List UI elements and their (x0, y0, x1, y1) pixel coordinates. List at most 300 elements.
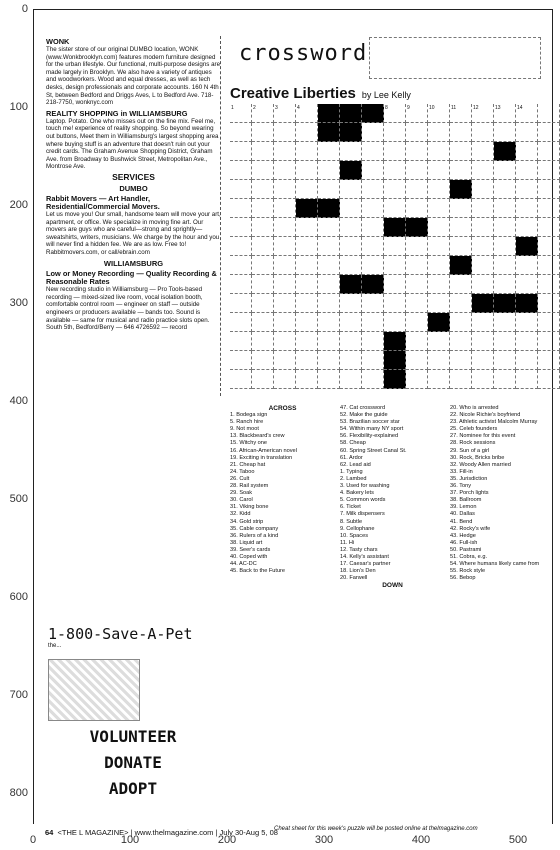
across-heading: ACROSS (268, 405, 297, 412)
clue: 5. Ranch hire (230, 419, 264, 426)
grid-cell[interactable] (472, 180, 494, 199)
grid-cell[interactable] (384, 199, 406, 218)
clue: 40. Dallas (450, 511, 475, 518)
grid-cell[interactable] (296, 294, 318, 313)
grid-cell[interactable] (494, 123, 516, 142)
clue: 35. Cable company (230, 525, 279, 532)
clue: 37. Porch lights (450, 490, 489, 497)
grid-cell[interactable] (384, 123, 406, 142)
clue: 54. Within many NY sport (340, 426, 404, 433)
reality-text: Laptop. Potato. One who misses out on the fine mix. Feel me, touch me! experience of reality shopping. So beyond wearing out buttons, Meet them in Williamsburg's largest shopping area where buying stuff is an adventure that doesn't ruin out your credit cards. The Graham Avenue Shopping District, Graham Ave. from Broadway to Bushwick Street, Metropolitan Ave., Montrose Ave. (46, 117, 219, 171)
grid-cell[interactable] (406, 161, 428, 180)
grid-cell[interactable] (362, 313, 384, 332)
grid-cell[interactable] (274, 180, 296, 199)
grid-cell (384, 370, 406, 389)
grid-cell[interactable] (428, 237, 450, 256)
y-label: 600 (9, 591, 28, 603)
grid-cell[interactable] (494, 275, 516, 294)
grid-cell[interactable]: 9 (406, 104, 428, 123)
grid-cell[interactable] (296, 313, 318, 332)
grid-cell[interactable] (538, 104, 560, 123)
grid-cell[interactable] (538, 142, 560, 161)
clue: 40. Coped with (230, 553, 268, 560)
grid-cell[interactable]: 3 (274, 104, 296, 123)
grid-cell[interactable] (472, 370, 494, 389)
grid-cell[interactable] (252, 123, 274, 142)
grid-cell[interactable] (340, 313, 362, 332)
page-footer (45, 828, 278, 837)
clue: 54. Where humans likely came from (450, 561, 540, 568)
grid-cell[interactable] (516, 123, 538, 142)
across-down-list (340, 405, 445, 582)
byline: by Lee Kelly (361, 90, 411, 100)
grid-cell[interactable] (318, 275, 340, 294)
grid-cell[interactable] (406, 294, 428, 313)
grid-cell[interactable] (340, 180, 362, 199)
grid-cell[interactable] (274, 142, 296, 161)
grid-cell (516, 294, 538, 313)
grid-cell[interactable] (296, 237, 318, 256)
grid-cell[interactable] (384, 313, 406, 332)
grid-cell[interactable] (252, 370, 274, 389)
grid-cell[interactable] (340, 332, 362, 351)
adopt-ad (48, 605, 218, 799)
rabbit-heading: Rabbit Movers — Art Handler, Residential/Commercial Movers. (46, 194, 160, 212)
grid-cell[interactable] (252, 161, 274, 180)
grid-cell[interactable] (318, 351, 340, 370)
grid-cell (362, 275, 384, 294)
grid-cell[interactable] (428, 370, 450, 389)
grid-cell[interactable] (318, 294, 340, 313)
grid-cell[interactable] (538, 199, 560, 218)
grid-cell[interactable] (450, 237, 472, 256)
grid-cell (340, 161, 362, 180)
clue: 56. Bebop (450, 575, 476, 582)
rabbit-text: Let us move you! Our small, handsome team will move your art, apartment, or office. We specialize in moving fine art. Our movers are guys who are careful—strong and sprightly—sweatshirts, writers, musicians. We charge by the hour and you will never find a hidden fee. We are as low. Free to! Rabbitmovers.com, or call/ebrain.com (46, 211, 221, 257)
crossword-answer-box (369, 37, 541, 79)
grid-cell[interactable] (252, 199, 274, 218)
grid-cell[interactable] (274, 237, 296, 256)
grid-cell[interactable] (252, 180, 274, 199)
grid-cell[interactable] (296, 332, 318, 351)
clue: 15. Witchy one (230, 440, 267, 447)
grid-cell[interactable] (538, 275, 560, 294)
grid-cell[interactable] (384, 294, 406, 313)
grid-cell[interactable] (340, 142, 362, 161)
y-label: 700 (9, 689, 28, 701)
clue: 39. Seer's cards (230, 546, 271, 553)
clue: 33. Fill-in (450, 468, 473, 475)
clue: 29. Soak (230, 490, 253, 497)
grid-cell[interactable] (472, 237, 494, 256)
grid-cell[interactable] (538, 313, 560, 332)
clue: 1. Typing (340, 468, 363, 475)
clue: 32. Kidd (230, 511, 251, 518)
grid-cell[interactable] (340, 199, 362, 218)
grid-cell[interactable] (230, 294, 252, 313)
grid-cell[interactable] (538, 294, 560, 313)
x-label: 0 (29, 834, 37, 846)
y-label: 100 (9, 101, 28, 113)
grid-cell[interactable]: 14 (516, 104, 538, 123)
grid-cell (472, 294, 494, 313)
grid-cell[interactable] (494, 351, 516, 370)
clue: 62. Lead aid (340, 461, 371, 468)
grid-cell[interactable] (450, 199, 472, 218)
grid-cell[interactable] (340, 237, 362, 256)
clue: 52. Make the guide (340, 412, 388, 419)
grid-cell[interactable] (406, 275, 428, 294)
clue: 43. Hedge (450, 532, 476, 539)
clue: 30. Rock, Bricks bribe (450, 454, 505, 461)
grid-cell[interactable]: 13 (494, 104, 516, 123)
grid-cell[interactable] (406, 237, 428, 256)
magazine-page (33, 9, 553, 832)
grid-cell[interactable] (340, 370, 362, 389)
grid-cell[interactable] (362, 370, 384, 389)
money-heading: Low or Money Recording — Quality Recording & Reasonable Rates (46, 269, 217, 287)
grid-cell[interactable] (494, 237, 516, 256)
grid-cell[interactable] (538, 218, 560, 237)
clue: 13. Blackbeard's crew (230, 433, 285, 440)
grid-cell[interactable] (384, 180, 406, 199)
grid-cell[interactable] (274, 332, 296, 351)
grid-cell[interactable] (450, 294, 472, 313)
grid-cell[interactable] (494, 161, 516, 180)
grid-cell[interactable] (428, 294, 450, 313)
grid-cell[interactable]: 4 (296, 104, 318, 123)
grid-cell[interactable] (252, 256, 274, 275)
clue: 25. Celeb founders (450, 426, 498, 433)
grid-cell (318, 104, 340, 123)
clue: 44. AC-DC (230, 561, 257, 568)
grid-cell[interactable] (340, 256, 362, 275)
grid-cell[interactable] (230, 161, 252, 180)
grid-cell[interactable] (296, 180, 318, 199)
grid-cell[interactable] (230, 370, 252, 389)
grid-cell[interactable] (516, 313, 538, 332)
y-label: 500 (9, 493, 28, 505)
grid-cell[interactable] (472, 142, 494, 161)
grid-cell[interactable] (406, 123, 428, 142)
grid-cell[interactable] (538, 180, 560, 199)
clue: 46. Full-ish (450, 539, 478, 546)
grid-cell[interactable] (428, 180, 450, 199)
grid-cell[interactable] (296, 218, 318, 237)
grid-cell[interactable] (318, 142, 340, 161)
grid-cell[interactable] (362, 237, 384, 256)
clue: 11. Hi (340, 539, 355, 546)
grid-cell[interactable] (252, 218, 274, 237)
grid-cell[interactable] (318, 313, 340, 332)
grid-cell[interactable] (340, 351, 362, 370)
grid-cell[interactable] (428, 123, 450, 142)
grid-cell[interactable] (296, 370, 318, 389)
grid-cell[interactable] (428, 351, 450, 370)
grid-cell[interactable] (230, 351, 252, 370)
grid-cell[interactable] (230, 199, 252, 218)
grid-cell[interactable] (472, 313, 494, 332)
grid-cell[interactable] (428, 142, 450, 161)
grid-cell[interactable] (516, 351, 538, 370)
grid-cell[interactable] (230, 256, 252, 275)
grid-cell[interactable] (406, 142, 428, 161)
grid-cell[interactable] (406, 332, 428, 351)
grid-cell[interactable] (318, 237, 340, 256)
grid-cell[interactable] (450, 351, 472, 370)
clue: 60. Spring Street Canal St. (340, 447, 407, 454)
grid-cell[interactable]: 10 (428, 104, 450, 123)
grid-cell[interactable] (318, 161, 340, 180)
clue: 4. Bakery lets (340, 490, 374, 497)
grid-cell[interactable] (230, 123, 252, 142)
donate-text: DONATE (104, 753, 162, 772)
wonk-heading: WONK (46, 37, 70, 46)
crossword-title: crossword (239, 41, 368, 66)
grid-cell[interactable] (428, 218, 450, 237)
grid-cell[interactable] (450, 332, 472, 351)
grid-cell[interactable] (538, 237, 560, 256)
grid-cell[interactable] (318, 218, 340, 237)
grid-cell[interactable] (362, 351, 384, 370)
grid-cell[interactable] (472, 256, 494, 275)
grid-cell[interactable]: 2 (252, 104, 274, 123)
grid-cell[interactable] (296, 256, 318, 275)
grid-cell[interactable] (516, 332, 538, 351)
grid-cell[interactable] (516, 275, 538, 294)
clue: 3. Used for washing (340, 483, 390, 490)
grid-cell[interactable] (538, 332, 560, 351)
grid-cell[interactable] (340, 218, 362, 237)
clue: 26. Cult (230, 475, 250, 482)
grid-cell (516, 237, 538, 256)
grid-cell[interactable] (252, 351, 274, 370)
grid-cell[interactable] (494, 370, 516, 389)
cheat-sheet-note: Cheat sheet for this week's puzzle will be posted online at thelmagazine.com (274, 826, 478, 832)
grid-cell[interactable]: 8 (384, 104, 406, 123)
grid-cell[interactable] (428, 256, 450, 275)
grid-cell[interactable]: 12 (472, 104, 494, 123)
grid-cell (494, 294, 516, 313)
grid-cell[interactable] (252, 332, 274, 351)
grid-cell[interactable] (274, 370, 296, 389)
clue: 24. Taboo (230, 468, 255, 475)
grid-cell[interactable] (472, 275, 494, 294)
grid-cell[interactable] (296, 351, 318, 370)
clue: 21. Cheap hat (230, 461, 266, 468)
grid-cell[interactable] (494, 313, 516, 332)
clue: 18. Lion's Den (340, 568, 376, 575)
grid-cell[interactable] (472, 123, 494, 142)
grid-cell[interactable] (274, 123, 296, 142)
grid-cell[interactable] (252, 237, 274, 256)
grid-cell[interactable] (362, 123, 384, 142)
grid-cell[interactable] (230, 332, 252, 351)
grid-cell (318, 123, 340, 142)
grid-cell[interactable] (538, 351, 560, 370)
grid-cell[interactable] (296, 142, 318, 161)
grid-cell[interactable] (406, 180, 428, 199)
grid-cell[interactable] (274, 275, 296, 294)
down-list (450, 405, 555, 582)
grid-cell[interactable] (384, 237, 406, 256)
clue: 28. Rock sessions (450, 440, 496, 447)
grid-cell[interactable] (428, 332, 450, 351)
grid-cell[interactable]: 11 (450, 104, 472, 123)
grid-cell[interactable] (230, 180, 252, 199)
grid-cell[interactable] (472, 199, 494, 218)
grid-cell[interactable] (450, 370, 472, 389)
grid-cell[interactable] (406, 313, 428, 332)
grid-cell[interactable] (428, 199, 450, 218)
puzzle-name: Creative Liberties (230, 85, 356, 102)
grid-cell[interactable] (252, 313, 274, 332)
grid-cell[interactable] (274, 351, 296, 370)
grid-cell[interactable] (406, 351, 428, 370)
clue: 5. Common words (340, 497, 386, 504)
grid-cell[interactable] (538, 370, 560, 389)
clue: 14. Kelly's assistant (340, 553, 389, 560)
grid-cell[interactable] (538, 161, 560, 180)
grid-cell[interactable] (450, 218, 472, 237)
grid-cell[interactable] (274, 294, 296, 313)
clue: 38. Liquid art (230, 539, 263, 546)
clues-col-1 (230, 405, 335, 575)
grid-cell[interactable] (538, 123, 560, 142)
grid-cell[interactable] (252, 275, 274, 294)
clue: 38. Ballroom (450, 497, 482, 504)
grid-cell[interactable] (406, 256, 428, 275)
money-text: New recording studio in Williamsburg — Pro Tools-based recording — mixed-sized live room, vocal isolation booth, comfortable control room — engineer on staff — outside engineers or producers available — bands too. Sound is available — same for musical and radio practice slots open. South 5th, Bedford/Berry — 646 4726592 — record (46, 286, 210, 332)
grid-cell[interactable] (362, 332, 384, 351)
grid-cell[interactable] (230, 313, 252, 332)
grid-cell[interactable] (516, 218, 538, 237)
grid-cell[interactable] (274, 199, 296, 218)
grid-cell[interactable] (406, 370, 428, 389)
grid-cell[interactable] (538, 256, 560, 275)
grid-cell (384, 218, 406, 237)
grid-cell[interactable] (516, 370, 538, 389)
grid-cell (494, 142, 516, 161)
crossword-grid[interactable] (230, 104, 560, 389)
grid-cell[interactable] (516, 161, 538, 180)
grid-cell[interactable] (384, 161, 406, 180)
grid-cell[interactable] (252, 142, 274, 161)
grid-cell[interactable] (252, 294, 274, 313)
clue: 51. Cobra, e.g. (450, 553, 488, 560)
grid-cell[interactable] (318, 332, 340, 351)
grid-cell[interactable] (362, 294, 384, 313)
grid-cell[interactable] (230, 237, 252, 256)
grid-cell[interactable] (472, 351, 494, 370)
grid-cell[interactable] (318, 180, 340, 199)
clue: 45. Back to the Future (230, 568, 286, 575)
grid-cell[interactable] (516, 142, 538, 161)
grid-cell[interactable] (274, 161, 296, 180)
grid-cell[interactable] (406, 199, 428, 218)
grid-cell[interactable] (494, 218, 516, 237)
grid-cell[interactable] (230, 218, 252, 237)
grid-cell[interactable] (428, 161, 450, 180)
grid-cell (384, 332, 406, 351)
grid-cell[interactable] (274, 218, 296, 237)
dumbo-heading: DUMBO (119, 183, 148, 193)
clue: 30. Carol (230, 497, 253, 504)
grid-cell[interactable] (296, 275, 318, 294)
clue: 28. Rail system (230, 483, 269, 490)
clue: 53. Brazilian soccer star (340, 419, 400, 426)
grid-cell[interactable] (362, 161, 384, 180)
grid-cell[interactable] (472, 161, 494, 180)
grid-cell[interactable] (450, 161, 472, 180)
grid-cell (340, 275, 362, 294)
grid-cell[interactable] (494, 332, 516, 351)
grid-cell[interactable] (318, 256, 340, 275)
clue: 41. Bend (450, 518, 473, 525)
grid-cell[interactable] (384, 275, 406, 294)
grid-cell[interactable] (296, 161, 318, 180)
grid-cell[interactable] (274, 313, 296, 332)
wonk-text: The sister store of our original DUMBO location, WONK (www.Wonkbrooklyn.com) features modern furniture designed for the urban lifestyle. Our functional, multi-purpose designs are made largely in Brooklyn. We also have a variety of antiques and woodworkers. Wood and equal dresses, as well as tech desks, design professionals and corporate accounts. 160 N 4th St, between Bedford and Driggs Aves, L to Bedford Ave. 718-218-7750, wonknyc.com (46, 46, 221, 107)
grid-cell[interactable] (318, 370, 340, 389)
grid-cell (384, 351, 406, 370)
grid-cell[interactable] (362, 142, 384, 161)
services-heading: SERVICES (112, 171, 155, 182)
grid-cell[interactable] (516, 256, 538, 275)
grid-cell[interactable] (450, 142, 472, 161)
x-label: 100 (120, 834, 140, 846)
grid-cell[interactable] (450, 275, 472, 294)
grid-cell[interactable] (384, 142, 406, 161)
grid-cell[interactable]: 1 (230, 104, 252, 123)
grid-cell[interactable] (340, 294, 362, 313)
grid-cell[interactable] (230, 275, 252, 294)
grid-cell (296, 199, 318, 218)
grid-cell[interactable] (296, 123, 318, 142)
clue: 1. Bodega sign (230, 412, 268, 419)
grid-cell[interactable] (494, 256, 516, 275)
grid-cell[interactable] (384, 256, 406, 275)
clue: 42. Rocky's wife (450, 525, 491, 532)
grid-cell (362, 104, 384, 123)
left-column (46, 36, 221, 335)
clue: 34. Gold strip (230, 518, 264, 525)
grid-cell[interactable] (362, 199, 384, 218)
grid-cell[interactable] (230, 142, 252, 161)
grid-cell[interactable] (472, 332, 494, 351)
grid-cell[interactable] (494, 199, 516, 218)
grid-cell[interactable] (494, 180, 516, 199)
grid-cell (450, 180, 472, 199)
grid-cell[interactable] (472, 218, 494, 237)
clue: 29. Sun of a girl (450, 447, 490, 454)
williamsburg-heading: WILLIAMSBURG (103, 258, 164, 268)
clue: 20. Farwell (340, 575, 368, 582)
grid-cell (406, 218, 428, 237)
grid-cell[interactable] (274, 256, 296, 275)
y-label: 0 (21, 3, 28, 15)
grid-cell[interactable] (450, 313, 472, 332)
y-axis-labels (0, 0, 32, 850)
grid-cell[interactable] (450, 123, 472, 142)
clue: 58. Cheap (340, 440, 366, 447)
grid-cell[interactable] (362, 218, 384, 237)
grid-cell[interactable] (362, 180, 384, 199)
grid-cell[interactable] (362, 256, 384, 275)
grid-cell[interactable] (516, 180, 538, 199)
grid-cell[interactable] (428, 275, 450, 294)
grid-cell[interactable] (516, 199, 538, 218)
